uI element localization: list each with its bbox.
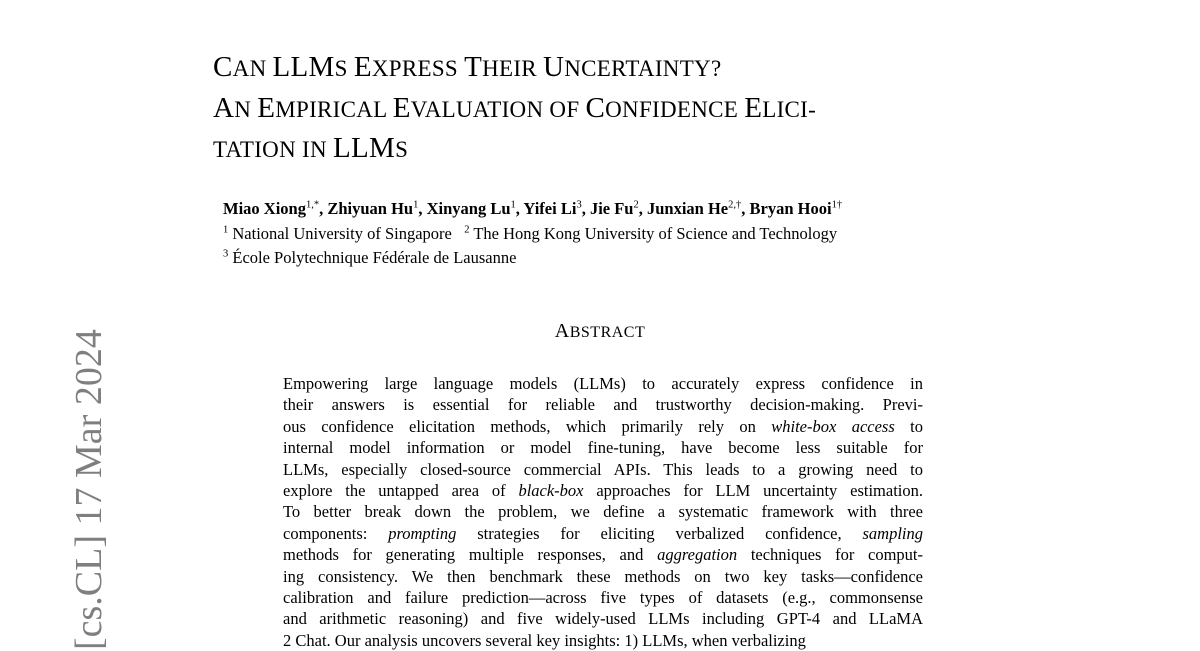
abstract-text: and arithmetic reasoning) and five widely-used LLMs including GPT-4 and LLaMA: [283, 609, 923, 629]
author-affiliation-marker: 2: [633, 199, 639, 211]
author-name: Xinyang Lu: [426, 199, 511, 218]
author-separator: ,: [418, 199, 427, 218]
author-affiliation-marker: 1†: [831, 199, 843, 211]
abstract-text: approaches for LLM uncertainty estimation.: [583, 480, 923, 500]
abstract-text: components:: [283, 523, 389, 543]
author-name: Zhiyuan Hu: [327, 199, 414, 218]
title-smallcaps: N: [234, 96, 258, 122]
author-name: Bryan Hooi: [749, 199, 832, 218]
title-line-2: [213, 89, 1033, 130]
author-affiliation-marker: 2,†: [728, 199, 742, 211]
author-name: Miao Xiong: [223, 199, 306, 218]
author-affiliation-marker: 1: [510, 199, 516, 211]
abstract-text: to: [894, 416, 923, 436]
title-initial: E: [392, 91, 411, 124]
abstract-line: [283, 373, 923, 394]
abstract-line: [283, 608, 923, 629]
arxiv-stamp-text: [cs.CL] 17 Mar 2024: [68, 329, 110, 650]
abstract-text: techniques for comput-: [737, 545, 923, 565]
title-initial: U: [543, 51, 565, 83]
title-smallcaps: VALUATION OF: [410, 96, 586, 122]
abstract-line: [283, 544, 923, 565]
author-name: Jie Fu: [589, 199, 634, 218]
title-initial: C: [213, 51, 233, 83]
affiliation-marker: 1: [223, 224, 229, 236]
abstract-emphasis: black-box: [518, 480, 584, 500]
abstract-text: calibration and failure prediction—across five types of datasets (e.g., commonsense: [283, 587, 923, 607]
title-initial: E: [353, 51, 372, 83]
title-smallcaps: AN: [232, 56, 273, 81]
title-initial: E: [744, 91, 763, 124]
title-smallcaps: MPIRICAL: [275, 96, 393, 122]
abstract-text: 2 Chat. Our analysis uncovers several key insights: 1) LLMs, when verbalizing: [283, 630, 806, 650]
abstract-emphasis: white-box access: [771, 416, 895, 436]
abstract-line: [283, 459, 923, 480]
author-affiliation-marker: 1,*: [305, 199, 320, 211]
abstract-text: LLMs, especially closed-source commercial APIs. This leads to a growing need to: [283, 459, 923, 479]
author-list: [223, 199, 1123, 219]
title-initial: C: [585, 91, 606, 124]
author-separator: ,: [638, 199, 647, 218]
abstract-emphasis: prompting: [388, 523, 457, 543]
author-name: Junxian He: [646, 199, 729, 218]
title-line-3: [213, 129, 1033, 170]
abstract-text: explore the untapped area of: [283, 480, 519, 500]
abstract-heading-initial: A: [554, 320, 570, 342]
title-smallcaps: NCERTAINTY?: [564, 56, 722, 81]
title-smallcaps: ONFIDENCE: [605, 96, 745, 122]
title-smallcaps: XPRESS: [371, 56, 465, 81]
abstract-heading-rest: BSTRACT: [569, 324, 646, 341]
title-smallcaps: S: [395, 137, 409, 162]
abstract-line: [283, 523, 923, 544]
abstract-body: [283, 373, 923, 651]
abstract-text: To better break down the problem, we define a systematic framework with three: [283, 502, 923, 522]
abstract-line: [283, 587, 923, 608]
title-initial: LLM: [272, 51, 335, 83]
arxiv-stamp: [26, 304, 110, 650]
author-separator: ,: [581, 199, 590, 218]
affiliation-name: The Hong Kong University of Science and Technology: [473, 224, 838, 243]
affiliation-marker: 2: [464, 224, 470, 236]
title-initial: E: [257, 91, 276, 124]
title-smallcaps: S: [334, 56, 354, 81]
abstract-emphasis: sampling: [862, 523, 923, 543]
title-smallcaps: HEIR: [482, 56, 543, 81]
affiliation-marker: 3: [223, 248, 229, 260]
affiliation-name: National University of Singapore: [232, 224, 452, 243]
title-initial: T: [464, 51, 483, 83]
abstract-text: methods for generating multiple responses, and: [283, 545, 658, 565]
abstract-line: [283, 566, 923, 587]
abstract-line: [283, 416, 923, 437]
abstract-line: [283, 480, 923, 501]
abstract-text: their answers is essential for reliable and trustworthy decision-making. Previ-: [283, 395, 923, 415]
author-affiliation-marker: 1: [413, 199, 419, 211]
title-smallcaps: LICI-: [762, 96, 817, 122]
author-name: Yifei Li: [523, 199, 577, 218]
title-smallcaps: TATION IN: [213, 137, 333, 162]
author-separator: ,: [515, 199, 524, 218]
title-initial: LLM: [332, 132, 396, 164]
title-initial: A: [213, 91, 235, 124]
abstract-line: [283, 437, 923, 458]
abstract-text: ing consistency. We then benchmark these methods on two key tasks—confidence: [283, 566, 923, 586]
author-separator: ,: [319, 199, 328, 218]
paper-title: [213, 48, 1033, 170]
title-line-1: [213, 48, 1033, 89]
abstract-emphasis: aggregation: [657, 545, 738, 565]
abstract-text: Empowering large language models (LLMs) to accurately express confidence in: [283, 374, 923, 393]
affiliations-line-1: [223, 224, 1123, 244]
author-separator: ,: [741, 199, 750, 218]
abstract-heading: [0, 320, 1200, 343]
abstract-text: ous confidence elicitation methods, which primarily rely on: [283, 416, 772, 436]
abstract-line: [283, 501, 923, 522]
affiliations-line-2: [223, 248, 1123, 268]
author-affiliation-marker: 3: [576, 199, 582, 211]
abstract-line: [283, 394, 923, 415]
affiliation-name: École Polytechnique Fédérale de Lausanne: [232, 248, 517, 267]
abstract-text: strategies for eliciting verbalized confidence,: [456, 523, 863, 543]
abstract-text: internal model information or model fine-tuning, have become less suitable for: [283, 438, 923, 458]
